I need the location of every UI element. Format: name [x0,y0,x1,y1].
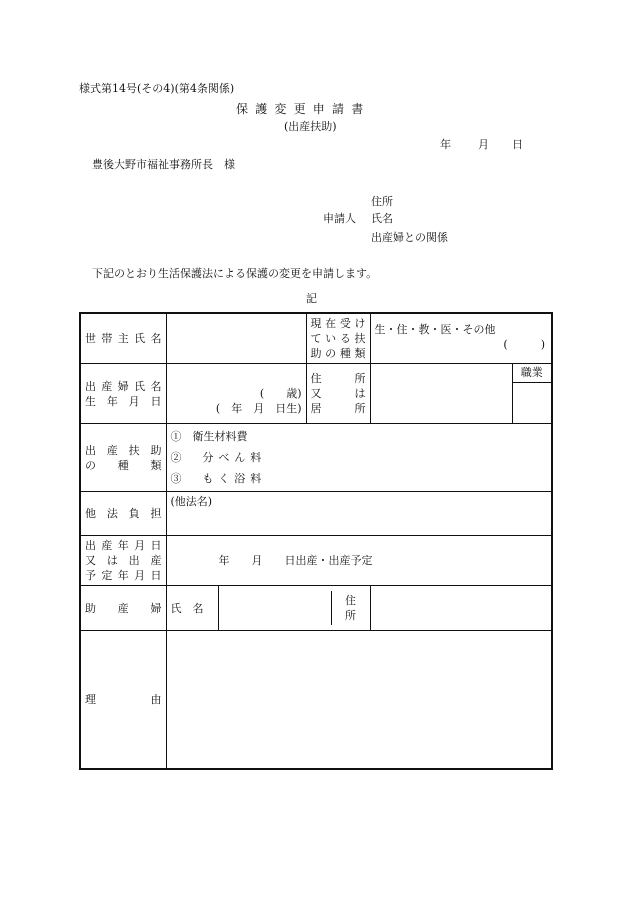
row-household-head [80,313,552,364]
current-aid-label-cell [306,313,370,364]
other-law-label-cell [80,492,166,536]
form-number: 様式第14号(その4)(第4条関係) [79,82,235,95]
aid-kind-label-1: 出産扶助 [85,443,162,457]
applicant-address-label: 住所 [371,195,393,208]
reason-label: 理由 [85,692,162,706]
row-other-law [80,492,552,536]
head-name-label: 世帯主氏名 [85,332,162,345]
midwife-label: 助産婦 [85,601,162,615]
current-aid-line-3: 助の種類 [310,347,366,360]
mother-value-cell[interactable] [166,364,306,424]
midwife-name-subtable [219,591,370,625]
mother-label-cell [80,364,166,424]
birth-date-label-2: 又は出産 [85,554,162,567]
other-law-input[interactable] [166,492,552,536]
addressee: 豊後大野市福祉事務所長 様 [92,158,235,171]
applicant-name-label: 氏名 [371,212,393,225]
row-reason [80,631,552,769]
midwife-name-area [218,586,370,631]
application-table [79,312,553,770]
form-subtitle: (出産扶助) [284,120,337,133]
residence-input[interactable] [370,364,512,424]
birth-date-label-1: 出産年月日 [85,539,162,552]
date-month-label: 月 [478,138,489,151]
occupation-input[interactable] [513,383,552,423]
occupation-label: 職業 [513,364,552,383]
head-name-label-cell [80,313,166,364]
head-name-input[interactable] [166,313,306,364]
date-day-label: 日 [512,138,523,151]
date-year-label: 年 [440,138,451,151]
aid-kind-options-cell[interactable] [166,424,552,492]
midwife-address-label: 住 所 [345,594,367,622]
reason-input[interactable] [166,631,552,769]
midwife-name-input[interactable] [219,591,332,625]
birth-date-input[interactable] [166,536,552,586]
row-midwife [80,586,552,631]
midwife-name-label: 氏 名 [170,601,204,615]
birth-date-label-cell [80,536,166,586]
current-aid-value-cell[interactable] [370,313,552,364]
midwife-label-cell [80,586,166,631]
residence-line-3: 居 所 [310,402,366,415]
mother-age: ( 歳) [259,386,302,400]
aid-kind-bathing[interactable]: ③ もく浴料 [170,472,267,485]
occupation-cell [512,364,552,424]
aid-kind-delivery[interactable]: ② 分べん料 [170,451,267,464]
applicant-label: 申請人 [323,212,356,225]
form-title: 保護変更申請書 [236,102,371,116]
ki-label: 記 [306,292,317,305]
current-aid-line-1: 現在受け [310,317,366,330]
birth-date-value: 年 月 日出産・出産予定 [218,554,373,567]
mother-birthdate: ( 年 月 日生) [215,401,302,415]
residence-line-1: 住 所 [310,372,366,385]
row-aid-kind [80,424,552,492]
residence-line-2: 又 は [310,387,366,400]
other-law-label: 他法負担 [85,507,162,520]
aid-types-options: 生・住・教・医・その他 [374,323,496,336]
mother-birth-label: 生年月日 [85,394,162,408]
reason-label-cell [80,631,166,769]
current-aid-line-2: ている扶 [310,332,366,345]
midwife-address-input[interactable] [370,586,552,631]
other-law-note: (他法名) [170,495,213,508]
aid-kind-sanitary[interactable]: ① 衛生材料費 [170,430,248,443]
row-birth-date [80,536,552,586]
residence-label-cell [306,364,370,424]
row-mother [80,364,552,424]
intro-text: 下記のとおり生活保護法による保護の変更を申請します。 [92,267,378,280]
aid-types-other-paren: ( ) [503,338,545,351]
applicant-relation-label: 出産婦との関係 [371,231,448,244]
birth-date-label-3: 予定年月日 [85,569,162,582]
mother-name-label: 出産婦氏名 [85,379,162,393]
aid-kind-label-cell [80,424,166,492]
aid-kind-label-2: の 種 類 [85,458,162,472]
midwife-name-label-cell [166,586,218,631]
